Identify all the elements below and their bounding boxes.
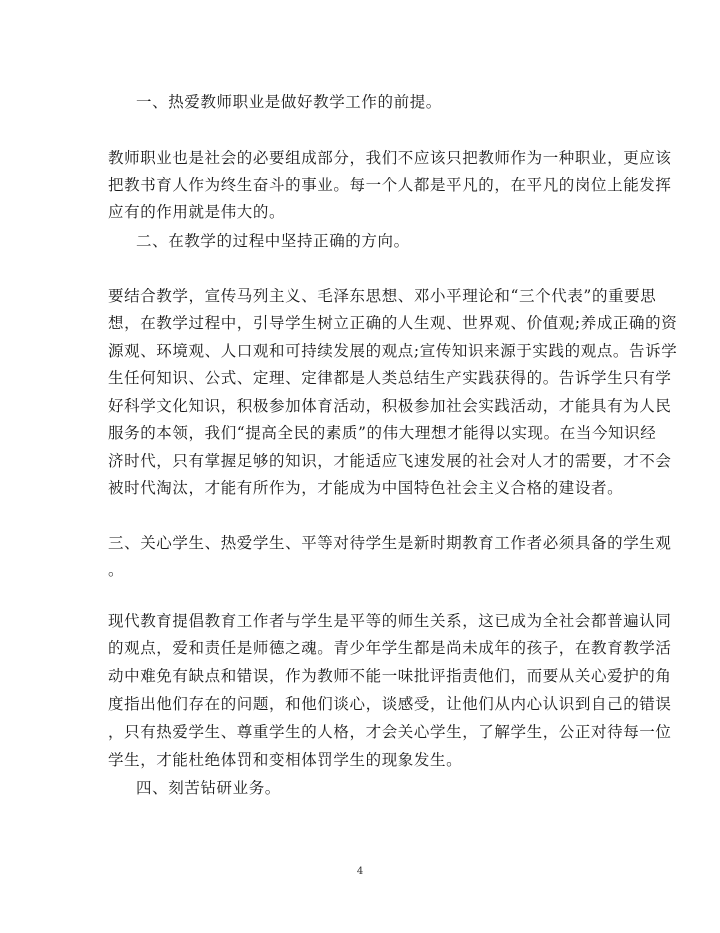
heading-student-view-continued: 。 [108,561,125,579]
page-number: 4 [356,866,364,877]
paragraph-line: 源观、环境观、人口观和可持续发展的观点;宣传知识来源于实践的观点。告诉学 [108,342,678,360]
paragraph-line: 度指出他们存在的问题，和他们谈心，谈感受，让他们从内心认识到自己的错误 [108,695,672,713]
paragraph-line: 济时代，只有掌握足够的知识，才能适应飞速发展的社会对人才的需要，才不会 [108,452,672,470]
paragraph-line: 生任何知识、公式、定理、定律都是人类总结生产实践获得的。告诉学生只有学 [108,369,672,387]
paragraph-line: 教师职业也是社会的必要组成部分，我们不应该只把教师作为一种职业，更应该 [108,149,672,167]
paragraph-line: 好科学文化知识，积极参加体育活动，积极参加社会实践活动，才能具有为人民 [108,397,672,415]
paragraph-line: 被时代淘汰，才能有所作为，才能成为中国特色社会主义合格的建设者。 [108,479,624,497]
paragraph-line: 服务的本领，我们“提高全民的素质”的伟大理想才能得以实现。在当今知识经 [108,424,657,442]
paragraph-line: 学生，才能杜绝体罚和变相体罚学生的现象发生。 [108,751,463,769]
paragraph-line: 动中难免有缺点和错误，作为教师不能一味批评指责他们，而要从关心爱护的角 [108,667,672,685]
paragraph-line: 的观点，爱和责任是师德之魂。青少年学生都是尚未成年的孩子，在教育教学活 [108,639,672,657]
paragraph-line: ，只有热爱学生、尊重学生的人格，才会关心学生，了解学生，公正对待每一位 [108,723,672,741]
paragraph-line: 现代教育提倡教育工作者与学生是平等的师生关系，这已成为全社会都普遍认同 [108,612,672,630]
paragraph-line: 把教书育人作为终生奋斗的事业。每一个人都是平凡的，在平凡的岗位上能发挥 [108,176,672,194]
heading-student-view: 三、关心学生、热爱学生、平等对待学生是新时期教育工作者必须具备的学生观 [108,534,672,552]
heading-correct-direction: 二、在教学的过程中坚持正确的方向。 [136,232,410,250]
paragraph-line: 应有的作用就是伟大的。 [108,203,286,221]
paragraph-line: 要结合教学，宣传马列主义、毛泽东思想、邓小平理论和“三个代表”的重要思 [108,287,657,305]
heading-study-hard: 四、刻苦钻研业务。 [136,779,281,797]
heading-love-teaching: 一、热爱教师职业是做好教学工作的前提。 [136,93,442,111]
paragraph-line: 想，在教学过程中，引导学生树立正确的人生观、世界观、价值观;养成正确的资 [108,314,678,332]
